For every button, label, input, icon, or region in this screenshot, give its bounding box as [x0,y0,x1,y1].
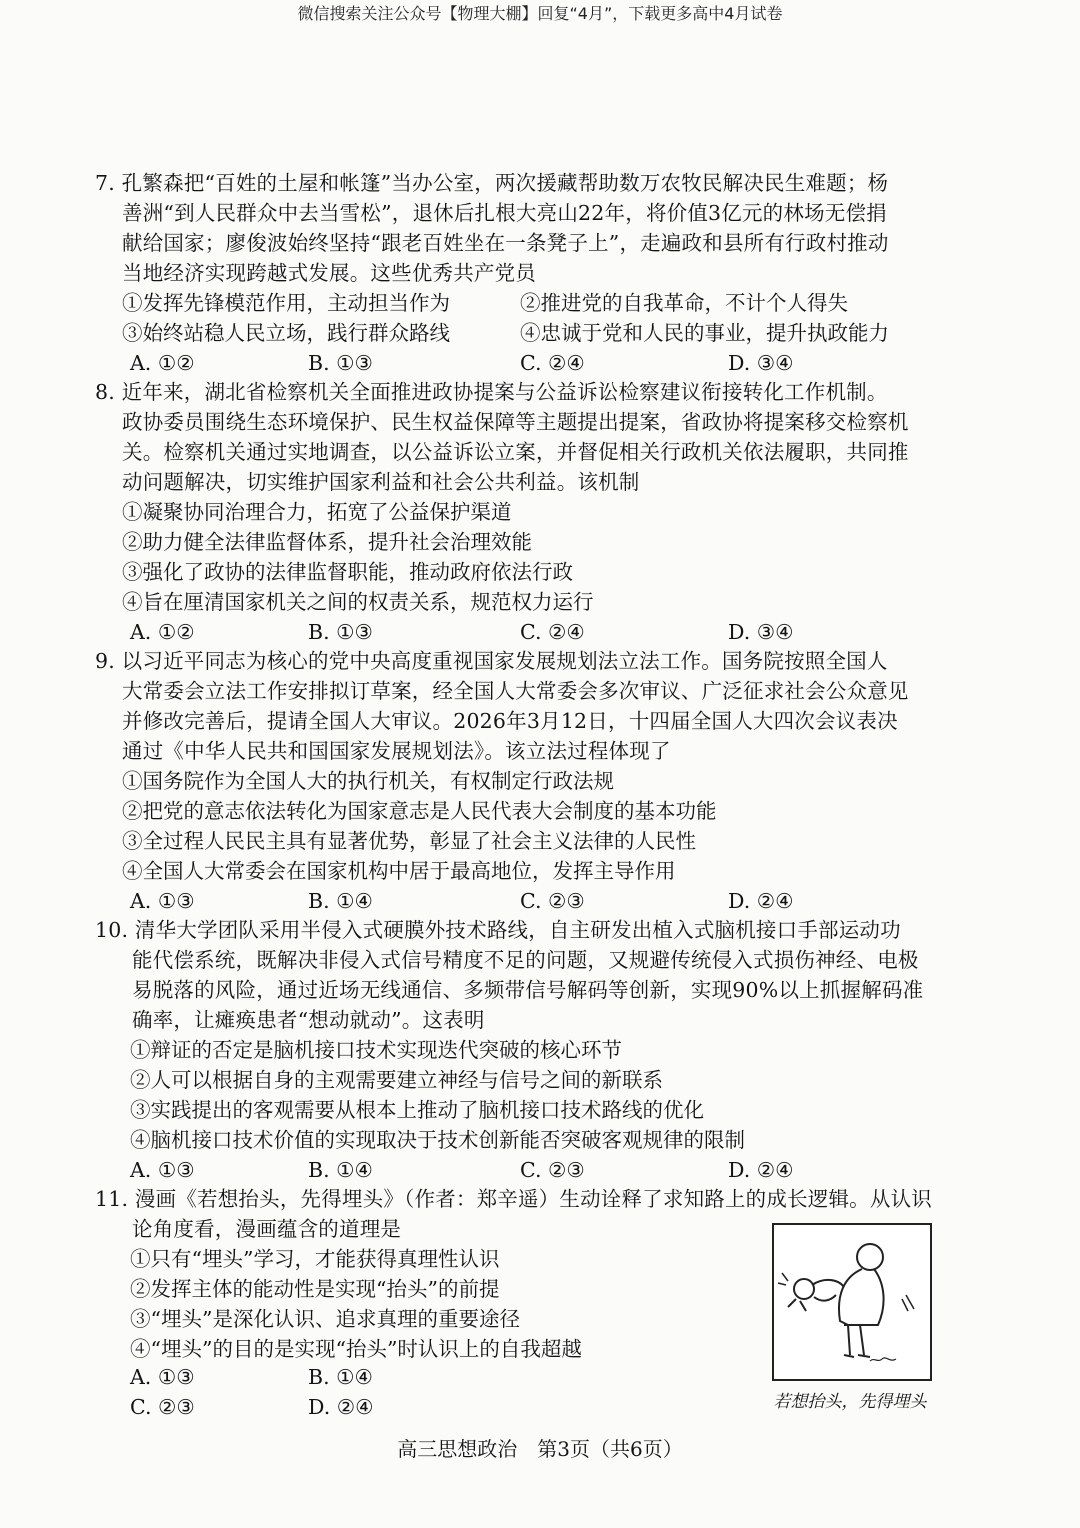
cartoon-illustration [772,1223,932,1381]
q9-statement-4: ④全国人大常委会在国家机构中居于最高地位，发挥主导作用 [122,859,676,883]
q9-choice-b: B. ①④ [308,889,373,913]
q7-choice-d: D. ③④ [728,351,794,375]
q8-statement-1: ①凝聚协同治理合力，拓宽了公益保护渠道 [122,500,512,524]
q7-statement-4: ④忠诚于党和人民的事业，提升执政能力 [520,321,889,345]
q8-stem-line-4: 动问题解决，切实维护国家利益和社会公共利益。该机制 [122,470,640,494]
q8-stem-line-3: 关。检察机关通过实地调查，以公益诉讼立案，并督促相关行政机关依法履职，共同推 [122,440,909,464]
promo-banner: 微信搜索关注公众号【物理大棚】回复“4月”，下载更多高中4月试卷 [297,4,783,23]
q7-stem-line-4: 当地经济实现跨越式发展。这些优秀共产党员 [122,261,536,285]
q9-stem-line-3: 并修改完善后，提请全国人大审议。2026年3月12日，十四届全国人大四次会议表决 [122,709,898,733]
q10-stem-line-2: 能代偿系统，既解决非侵入式信号精度不足的问题，又规避传统侵入式损伤神经、电极 [132,948,919,972]
q11-choice-a: A. ①③ [130,1365,195,1389]
q11-choice-d: D. ②④ [308,1395,374,1419]
q9-statement-1: ①国务院作为全国人大的执行机关，有权制定行政法规 [122,769,614,793]
q11-statement-4: ④“埋头”的目的是实现“抬头”时认识上的自我超越 [130,1337,582,1361]
q8-choice-d: D. ③④ [728,620,794,644]
q9-statement-2: ②把党的意志依法转化为国家意志是人民代表大会制度的基本功能 [122,799,717,823]
q10-stem-line-4: 确率，让瘫痪患者“想动就动”。这表明 [132,1008,485,1032]
q7-statement-2: ②推进党的自我革命，不计个人得失 [520,291,848,315]
q9-choice-d: D. ②④ [728,889,794,913]
q11-statement-2: ②发挥主体的能动性是实现“抬头”的前提 [130,1277,500,1301]
q7-statement-3: ③始终站稳人民立场，践行群众路线 [122,321,450,345]
cartoon-caption: 若想抬头，先得埋头 [773,1392,927,1412]
q9-stem-line-2: 大常委会立法工作安排拟订草案，经全国人大常委会多次审议、广泛征求社会公众意见 [122,679,909,703]
q10-statement-3: ③实践提出的客观需要从根本上推动了脑机接口技术路线的优化 [130,1098,704,1122]
q7-choice-c: C. ②④ [520,351,585,375]
q8-statement-4: ④旨在厘清国家机关之间的权责关系，规范权力运行 [122,590,594,614]
q10-stem-line-1: 10. 清华大学团队采用半侵入式硬膜外技术路线，自主研发出植入式脑机接口手部运动功 [95,918,901,942]
q10-choice-b: B. ①④ [308,1158,373,1182]
q11-statement-3: ③“埋头”是深化认识、追求真理的重要途径 [130,1307,520,1331]
q7-choice-b: B. ①③ [308,351,373,375]
q11-choice-c: C. ②③ [130,1395,195,1419]
q9-choice-a: A. ①③ [130,889,195,913]
q11-choice-b: B. ①④ [308,1365,373,1389]
q7-stem-line-3: 献给国家；廖俊波始终坚持“跟老百姓坐在一条凳子上”，走遍政和县所有行政村推动 [122,231,889,255]
cartoon-figures-icon [774,1225,930,1379]
q11-stem-line-2: 论角度看，漫画蕴含的道理是 [132,1217,402,1241]
q10-choice-a: A. ①③ [130,1158,195,1182]
q10-statement-4: ④脑机接口技术价值的实现取决于技术创新能否突破客观规律的限制 [130,1128,745,1152]
q11-stem-line-1: 11. 漫画《若想抬头，先得埋头》（作者：郑辛遥）生动诠释了求知路上的成长逻辑。从认识 [95,1187,932,1211]
q9-stem-line-4: 通过《中华人民共和国国家发展规划法》。该立法过程体现了 [122,739,671,763]
q9-stem-line-1: 9. 以习近平同志为核心的党中央高度重视国家发展规划法立法工作。国务院按照全国人 [95,649,888,673]
q8-statement-2: ②助力健全法律监督体系，提升社会治理效能 [122,530,532,554]
q10-statement-2: ②人可以根据自身的主观需要建立神经与信号之间的新联系 [130,1068,663,1092]
q7-statement-1: ①发挥先锋模范作用，主动担当作为 [122,291,450,315]
q8-stem-line-2: 政协委员围绕生态环境保护、民生权益保障等主题提出提案，省政协将提案移交检察机 [122,410,909,434]
q10-choice-d: D. ②④ [728,1158,794,1182]
q8-stem-line-1: 8. 近年来，湖北省检察机关全面推进政协提案与公益诉讼检察建议衔接转化工作机制。 [95,380,888,404]
q9-choice-c: C. ②③ [520,889,585,913]
q10-statement-1: ①辩证的否定是脑机接口技术实现迭代突破的核心环节 [130,1038,622,1062]
q7-stem-line-1: 7. 孔繁森把“百姓的土屋和帐篷”当办公室，两次援藏帮助数万农牧民解决民生难题；杨 [95,171,889,195]
q8-choice-b: B. ①③ [308,620,373,644]
q10-stem-line-3: 易脱落的风险，通过近场无线通信、多频带信号解码等创新，实现90%以上抓握解码准 [132,978,924,1002]
q11-statement-1: ①只有“埋头”学习，才能获得真理性认识 [130,1247,500,1271]
page-footer: 高三思想政治 第3页（共6页） [397,1437,683,1461]
q10-choice-c: C. ②③ [520,1158,585,1182]
q8-statement-3: ③强化了政协的法律监督职能，推动政府依法行政 [122,560,573,584]
q9-statement-3: ③全过程人民民主具有显著优势，彰显了社会主义法律的人民性 [122,829,696,853]
q8-choice-c: C. ②④ [520,620,585,644]
q8-choice-a: A. ①② [130,620,195,644]
q7-stem-line-2: 善洲“到人民群众中去当雪松”，退休后扎根大亮山22年，将价值3亿元的林场无偿捐 [122,201,887,225]
q7-choice-a: A. ①② [130,351,195,375]
